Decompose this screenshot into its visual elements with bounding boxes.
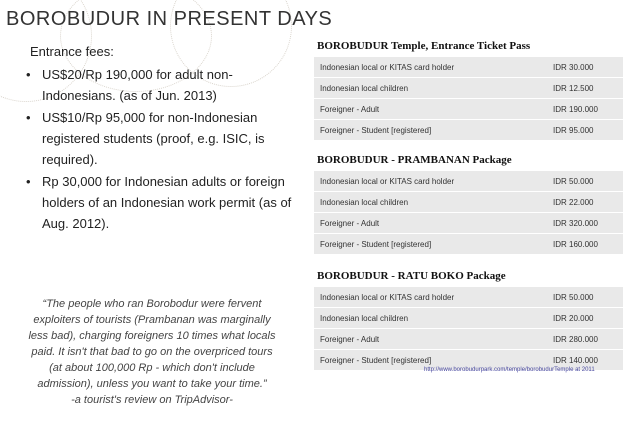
ticket-table-title: BOROBUDUR - RATU BOKO Package — [317, 270, 506, 282]
ticket-category: Foreigner - Adult — [320, 218, 380, 228]
fees-list-item — [22, 107, 300, 170]
ticket-category: Foreigner - Student [registered] — [320, 355, 432, 365]
ticket-price: IDR 140.000 — [553, 355, 598, 365]
fees-list-item — [22, 64, 300, 106]
ticket-price: IDR 50.000 — [553, 176, 594, 186]
ticket-price: IDR 22.000 — [553, 197, 594, 207]
ticket-table-title: BOROBUDUR Temple, Entrance Ticket Pass — [317, 40, 531, 52]
fees-list — [22, 64, 300, 235]
ticket-category: Indonesian local or KITAS card holder — [320, 176, 455, 186]
bullet-icon: • — [26, 67, 31, 82]
ticket-row — [314, 191, 623, 212]
ticket-table-title: BOROBUDUR - PRAMBANAN Package — [317, 154, 512, 166]
source-link[interactable]: http://www.borobudurpark.com/temple/borobudurTemple at 2011 — [424, 367, 595, 373]
ticket-price: IDR 320.000 — [553, 218, 598, 228]
quote-attribution: -a tourist's review on TripAdvisor- — [71, 394, 233, 406]
ticket-row — [314, 98, 623, 119]
ticket-price: IDR 95.000 — [553, 125, 594, 135]
ticket-table-ratu-boko — [314, 270, 623, 370]
ticket-price: IDR 30.000 — [553, 62, 594, 72]
ticket-category: Indonesian local or KITAS card holder — [320, 62, 455, 72]
ticket-price: IDR 280.000 — [553, 334, 598, 344]
ticket-category: Indonesian local children — [320, 83, 409, 93]
ticket-table-prambanan — [314, 154, 623, 254]
ticket-row — [314, 77, 623, 98]
fee-text: US$20/Rp 190,000 for adult non-Indonesians. (as of Jun. 2013) — [42, 67, 233, 103]
ticket-table-borobudur — [314, 40, 623, 140]
ticket-row — [314, 233, 623, 254]
ticket-price: IDR 20.000 — [553, 313, 594, 323]
quote-text: “The people who ran Borobodur were fervent exploiters of tourists (Prambanan was marginally less bad), charging foreigners 10 times what locals paid. It isn't that bad to go on the overpriced tours (at about 100,000 Rp - which don't include admission), unless you want to take your time.” — [28, 298, 276, 390]
tourist-quote — [28, 296, 276, 408]
ticket-price: IDR 160.000 — [553, 239, 598, 249]
fee-text: Rp 30,000 for Indonesian adults or foreign holders of an Indonesian work permit (as of Aug. 2012). — [42, 174, 292, 231]
fee-text: US$10/Rp 95,000 for non-Indonesian registered students (proof, e.g. ISIC, is required). — [42, 110, 265, 167]
bullet-icon: • — [26, 174, 31, 189]
ticket-category: Foreigner - Student [registered] — [320, 239, 432, 249]
ticket-category: Foreigner - Adult — [320, 334, 380, 344]
ticket-category: Indonesian local children — [320, 197, 409, 207]
ticket-row — [314, 56, 623, 77]
ticket-row — [314, 328, 623, 349]
ticket-row — [314, 119, 623, 140]
ticket-category: Indonesian local or KITAS card holder — [320, 292, 455, 302]
ticket-row — [314, 307, 623, 328]
fees-list-item — [22, 171, 300, 234]
ticket-price: IDR 12.500 — [553, 83, 594, 93]
ticket-category: Indonesian local children — [320, 313, 409, 323]
ticket-category: Foreigner - Student [registered] — [320, 125, 432, 135]
ticket-row — [314, 212, 623, 233]
fees-heading: Entrance fees: — [30, 44, 114, 59]
ticket-row — [314, 286, 623, 307]
ticket-category: Foreigner - Adult — [320, 104, 380, 114]
slide-title: BOROBUDUR IN PRESENT DAYS — [6, 8, 333, 30]
bullet-icon: • — [26, 110, 31, 125]
ticket-price: IDR 190.000 — [553, 104, 598, 114]
ticket-price: IDR 50.000 — [553, 292, 594, 302]
ticket-row — [314, 170, 623, 191]
